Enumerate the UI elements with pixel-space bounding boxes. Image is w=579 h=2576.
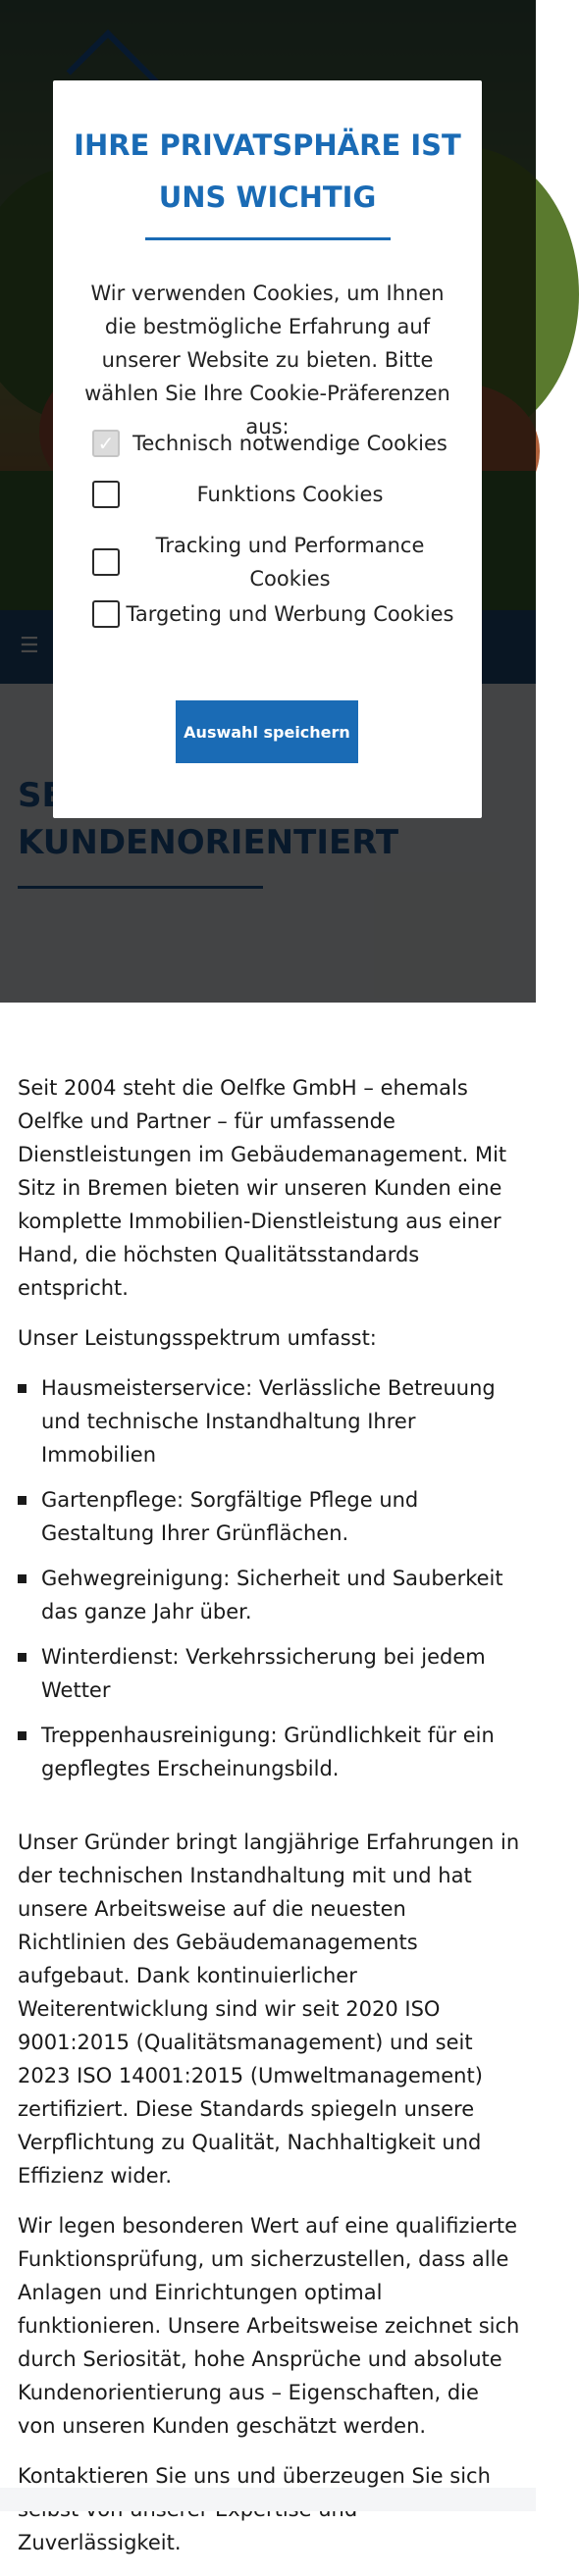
article-content: [18, 1071, 520, 2576]
checkbox-necessary-checked: ✓: [92, 430, 120, 457]
cookie-option-functional[interactable]: [92, 478, 460, 511]
list-item: Treppenhausreinigung: Gründlichkeit für ein gepflegtes Erscheinungsbild.: [18, 1719, 520, 1785]
checkbox-functional[interactable]: [92, 481, 120, 508]
services-heading: Unser Leistungsspektrum umfasst:: [18, 1326, 377, 1350]
cookie-option-label: Technisch notwendige Cookies: [132, 432, 447, 455]
contact-cta-paragraph: Kontaktieren Sie uns und überzeugen Sie sich Zuverlässigkeit.: [18, 2464, 491, 2554]
cookie-option-necessary[interactable]: [92, 427, 460, 460]
list-item: Winterdienst: Verkehrssicherung bei jedem Wetter: [18, 1640, 520, 1707]
footer-edge: [0, 2488, 536, 2511]
cookie-consent-modal: [53, 80, 482, 818]
cookie-modal-divider: [145, 237, 391, 240]
checkbox-targeting[interactable]: [92, 600, 120, 628]
save-selection-button[interactable]: Auswahl speichern: [176, 700, 358, 763]
cookie-option-tracking[interactable]: [92, 529, 460, 595]
founder-paragraph: Unser Gründer bringt langjährige Erfahrungen in der technischen Instandhaltung mit und hat unsere Arbeitsweise auf die neuesten Richtlinien des Gebäudemanagements aufgebaut. Dank kontinuierlicher Weiterentwicklung sind wir seit 2020 ISO 9001:2015 (Qualitätsmanagement) und seit 2023 ISO 14001:2015 (Umweltmanagement) zertifiziert. Diese Standards spiegeln unsere Verpflichtung zu Qualität, Nachhaltigkeit und Effizienz wider.: [18, 1830, 520, 2188]
intro-paragraph: Seit 2004 steht die Oelfke GmbH – ehemals Oelfke und Partner – für umfassende Dienstleistungen im Gebäudemanagement. Mit Sitz in Bremen bieten wir unseren Kunden eine komplette Immobilien-Dienstleistung aus einer Hand, die höchsten Qualitätsstandards entspricht.: [18, 1076, 507, 1300]
list-item: Hausmeisterservice: Verlässliche Betreuung und technische Instandhaltung Ihrer Immobilien: [18, 1371, 520, 1471]
checkbox-tracking[interactable]: [92, 548, 120, 576]
values-paragraph: Wir legen besonderen Wert auf eine qualifizierte Funktionsprüfung, um sicherzustellen, dass alle Anlagen und Einrichtungen optimal funktionieren. Unsere Arbeitsweise zeichnet sich durch Seriosität, hohe Ansprüche und absolute Kundenorientierung aus – Eigenschaften, die von unseren Kunden geschätzt werden.: [18, 2214, 520, 2438]
cookie-modal-intro: Wir verwenden Cookies, um Ihnen die bestmögliche Erfahrung auf unserer Website zu bieten. Bitte wählen Sie Ihre Cookie-Präferenzen aus:: [84, 282, 450, 438]
cookie-option-targeting[interactable]: [92, 597, 460, 631]
cookie-option-label: Targeting und Werbung Cookies: [126, 602, 454, 626]
cookie-modal-title: IHRE PRIVATSPHÄRE IST UNS WICHTIG: [74, 129, 461, 214]
services-list: [18, 1371, 520, 1785]
cookie-option-label: Tracking und Performance Cookies: [155, 534, 425, 591]
cookie-option-label: Funktions Cookies: [196, 483, 384, 506]
list-item: Gartenpflege: Sorgfältige Pflege und Gestaltung Ihrer Grünflächen.: [18, 1483, 520, 1550]
list-item: Gehwegreinigung: Sicherheit und Sauberkeit das ganze Jahr über.: [18, 1562, 520, 1628]
